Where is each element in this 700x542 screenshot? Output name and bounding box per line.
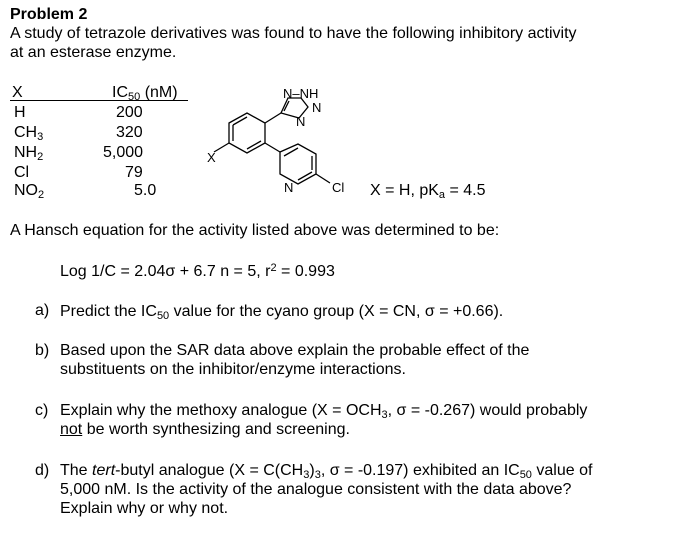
question-b-line-2: substituents on the inhibitor/enzyme interactions. [60, 361, 406, 378]
table-header-rule [10, 100, 188, 101]
pyridine-n-label: N [284, 180, 294, 195]
question-b-label: b) [35, 342, 50, 359]
pka-note: X = H, $pK_a = 4.5$ [370, 182, 486, 201]
table-row-x-nh2: $NH_2$ [14, 144, 44, 163]
intro-line-1: A study of tetrazole derivatives was found to have the following inhibitory activity [10, 25, 577, 42]
x-bond [214, 143, 229, 152]
intro-line-2: at an esterase enzyme. [10, 44, 177, 61]
tetrazole-n-label-2: N [296, 114, 306, 129]
problem-title: Problem 2 [10, 6, 88, 23]
ic-label: IC [112, 84, 128, 101]
table-row-x-cl: Cl [14, 164, 30, 181]
table-row-ic-nh2: 5,000 [103, 144, 144, 161]
table-row-x-h: H [14, 104, 26, 121]
table-row-ic-no2: 5.0 [134, 182, 157, 199]
question-d-line-1: The tert-butyl analogue ($X = C(CH_3)_3$, σ = -0.197) exhibited an $IC_{50}$ value of [60, 462, 593, 481]
tetrazole-n-label-1: N [312, 100, 322, 115]
question-d-line-3: Explain why or why not. [60, 500, 229, 517]
ic-subscript: 50 [128, 91, 141, 103]
question-a-label: a) [35, 302, 50, 319]
question-d-label: d) [35, 462, 50, 479]
tetrazole-n-nh-label: N–NH [283, 86, 319, 101]
table-row-x-no2: $NO_2$ [14, 182, 45, 201]
hansch-lead: A Hansch equation for the activity listed above was determined to be: [10, 222, 500, 239]
table-row-x-ch3: $CH_3$ [14, 124, 44, 143]
pyridine-ring [280, 144, 316, 184]
chloro-label: Cl [332, 180, 345, 195]
table-row-ic-cl: 79 [125, 164, 143, 181]
table-row-ic-h: 200 [116, 104, 143, 121]
table-header-x: X [12, 84, 23, 101]
substituent-x-label: X [207, 150, 216, 165]
question-c-label: c) [35, 402, 49, 419]
question-d-line-2: 5,000 nM. Is the activity of the analogue consistent with the data above? [60, 481, 572, 498]
table-row-ic-ch3: 320 [116, 124, 143, 141]
question-c-line-2: not be worth synthesizing and screening. [60, 421, 350, 438]
question-a-text: Predict the $IC_{50}$ value for the cyano group (X = CN, σ = +0.66). [60, 303, 504, 322]
ic-unit: (nM) [140, 84, 178, 101]
question-c-line-1: Explain why the methoxy analogue ($X = OCH_3$, σ = -0.267) would probably [60, 402, 588, 421]
question-b-line-1: Based upon the SAR data above explain the probable effect of the [60, 342, 530, 359]
hansch-equation: Log 1/C = 2.04σ + 6.7 n = 5, $r^2 = 0.993$ [60, 262, 335, 280]
benzene-ring [229, 113, 265, 153]
